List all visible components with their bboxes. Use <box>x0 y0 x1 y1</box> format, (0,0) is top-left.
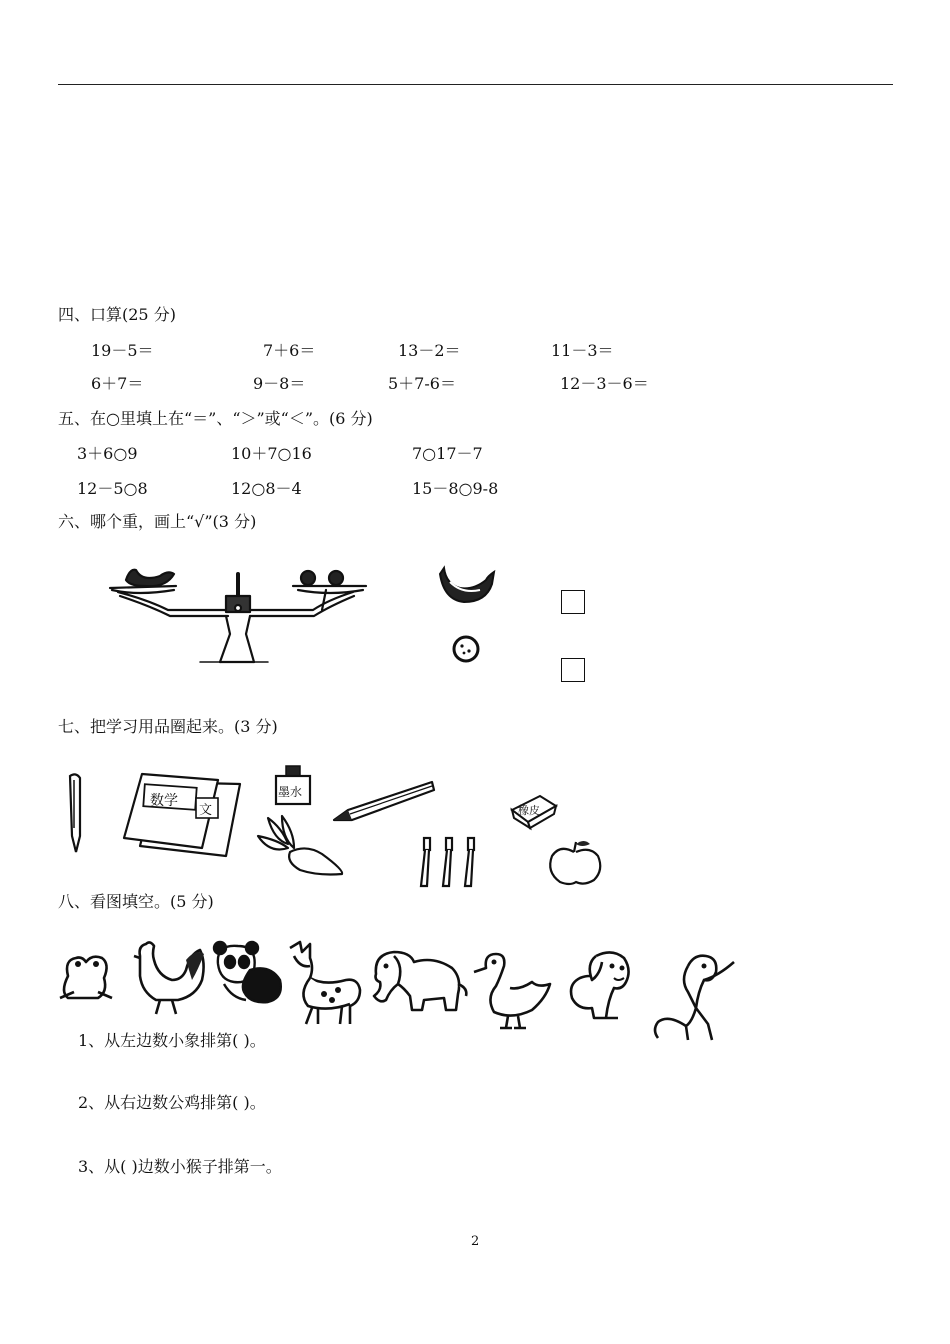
fruit-icon <box>451 634 481 664</box>
rooster-icon <box>126 940 208 1016</box>
equation: 11－3＝ <box>551 341 614 360</box>
ink-label: 墨水 <box>278 785 303 799</box>
equation: 19－5＝ <box>91 341 154 360</box>
comparison: 15－8○9-8 <box>412 479 499 498</box>
eraser-icon <box>508 792 558 830</box>
answer-checkbox-banana[interactable] <box>561 590 585 614</box>
equation: 7＋6＝ <box>263 341 316 360</box>
section6-title: 六、哪个重，画上“√”(3 分) <box>58 512 257 531</box>
page-number: 2 <box>471 1234 480 1249</box>
pen-icon <box>64 772 86 854</box>
header-rule <box>58 84 893 85</box>
question-1: 1、从左边数小象排第( )。 <box>78 1031 266 1050</box>
comparison: 10＋7○16 <box>231 444 312 463</box>
comparison: 12－5○8 <box>77 479 148 498</box>
textbook-icon <box>122 772 244 858</box>
banana-icon <box>436 564 496 608</box>
equation: 13－2＝ <box>398 341 461 360</box>
equation: 6＋7＝ <box>91 374 144 393</box>
panda-icon <box>210 940 286 1006</box>
monkey-icon <box>648 952 740 1044</box>
question-3: 3、从( )边数小猴子排第一。 <box>78 1157 282 1176</box>
section4-title: 四、口算(25 分) <box>58 305 176 324</box>
deer-icon <box>284 938 364 1028</box>
frog-icon <box>58 952 114 1002</box>
equation: 5＋7-6＝ <box>388 374 456 393</box>
comparison: 3＋6○9 <box>77 444 138 463</box>
eraser-label: 橡皮 <box>518 804 540 817</box>
section5-title: 五、在○里填上在“＝”、“＞”或“＜”。(6 分) <box>58 409 373 428</box>
section7-title: 七、把学习用品圈起来。(3 分) <box>58 717 278 736</box>
comparison: 7○17－7 <box>412 444 483 463</box>
answer-checkbox-fruit[interactable] <box>561 658 585 682</box>
ink-bottle-icon <box>272 764 314 806</box>
comparison: 12○8－4 <box>231 479 302 498</box>
apple-icon <box>546 838 604 886</box>
equation: 12－3－6＝ <box>560 374 649 393</box>
balance-scale-illustration <box>108 560 370 664</box>
pencil-icon <box>330 780 436 826</box>
puppy-icon <box>566 948 636 1022</box>
textbook-label-2: 文 <box>199 803 213 818</box>
textbook-label: 数学 <box>150 793 178 809</box>
question-2: 2、从右边数公鸡排第( )。 <box>78 1093 266 1112</box>
section8-title: 八、看图填空。(5 分) <box>58 892 214 911</box>
duck-icon <box>472 950 554 1030</box>
equation: 9－8＝ <box>253 374 306 393</box>
toothbrushes-icon <box>418 834 484 888</box>
elephant-icon <box>364 944 470 1016</box>
